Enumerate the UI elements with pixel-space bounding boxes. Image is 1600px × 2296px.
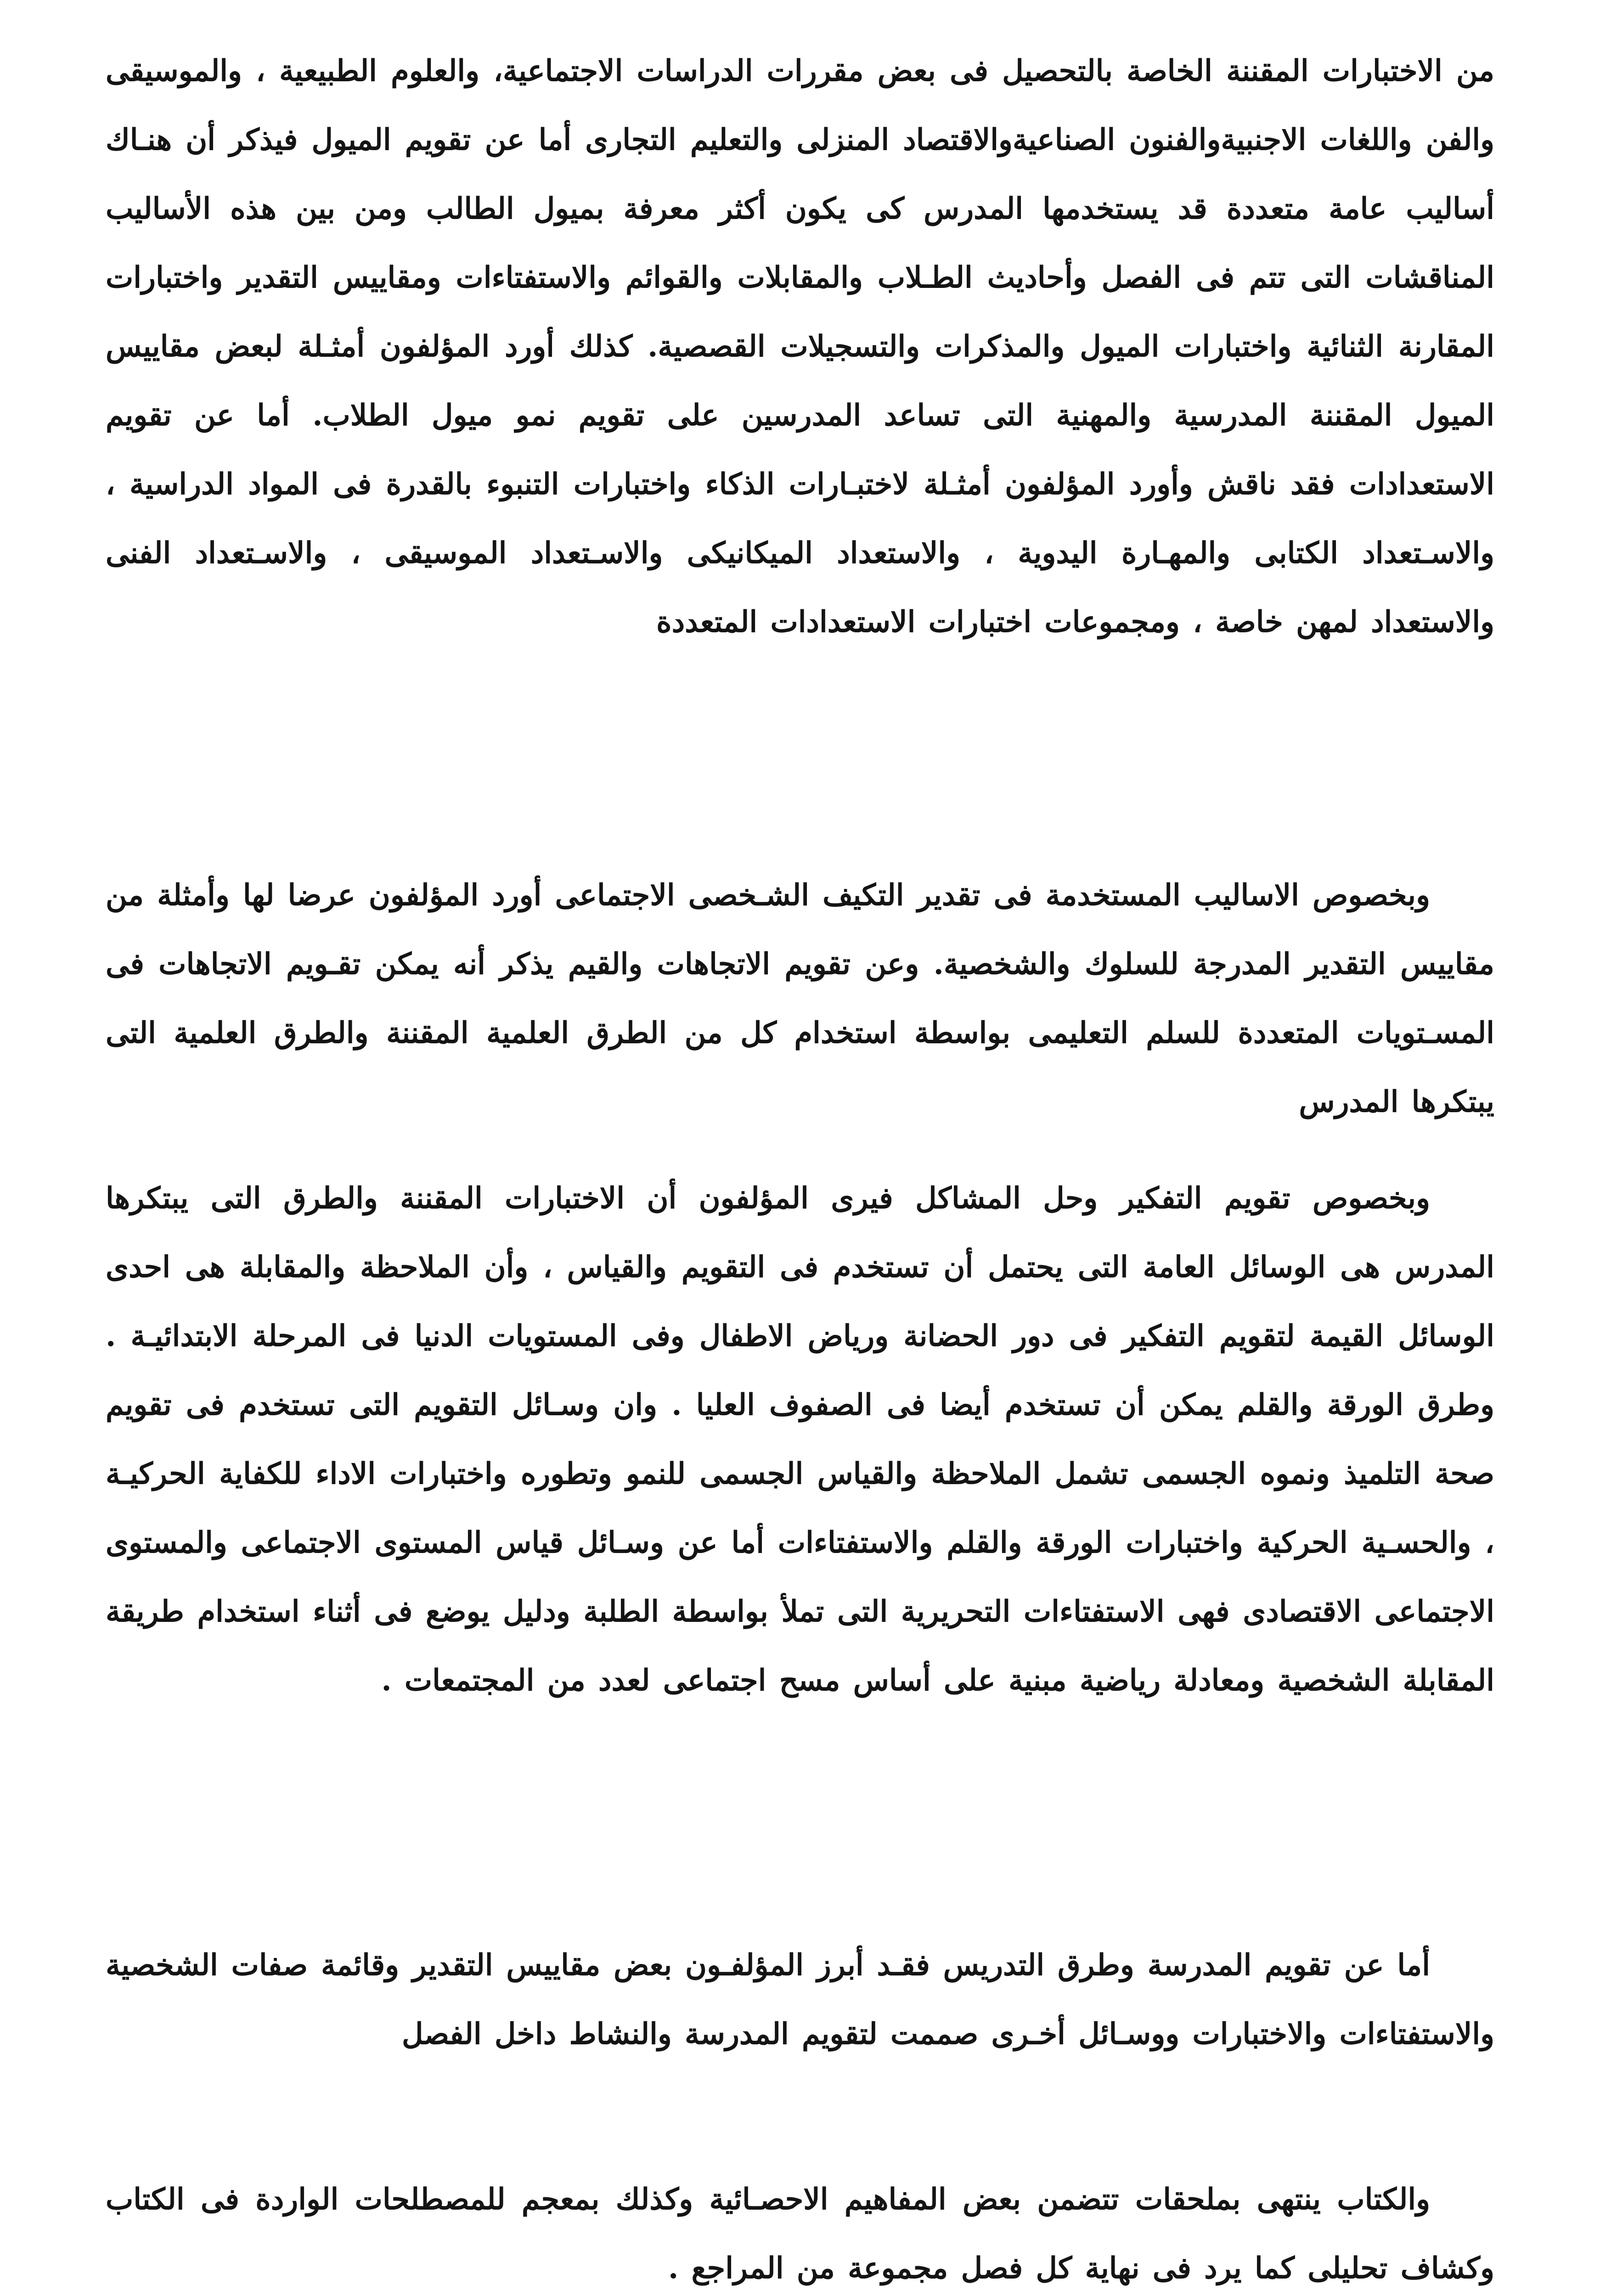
paragraph-personal-social-adjustment: وبخصوص الاساليب المستخدمة فى تقدير التكيف الشـخصى الاجتماعى أورد المؤلفون عرضا لها وأمثلة من مقاييس التقدير المدرجة للسلوك والشخصية. وعن تقويم الاتجاهات والقيم يذكر أنه يمكن تقـويم الاتجاهات فى المسـتويات المتعددة للسلم التعليمى بواسطة استخدام كل من الطرق العلمية المقننة والطرق العلمية التى يبتكرها المدرس [106,878,1495,1119]
paragraph-thinking-problem-solving: وبخصوص تقويم التفكير وحل المشاكل فيرى المؤلفون أن الاختبارات المقننة والطرق التى يبتكرها المدرس هى الوسائل العامة التى يحتمل أن تستخدم فى التقويم والقياس ، وأن الملاحظة والمقابلة هى احدى الوسائل القيمة لتقويم التفكير فى دور الحضانة ورياض الاطفال وفى المستويات الدنيا فى المرحلة الابتدائيـة . وطرق الورقة والقلم يمكن أن تستخدم أيضا فى الصفوف العليا . وان وسـائل التقويم التى تستخدم فى تقويم صحة التلميذ ونموه الجسمى تشمل الملاحظة والقياس الجسمى للنمو وتطوره واختبارات الاداء للكفاية الحركيـة ، والحسـية الحركية واختبارات الورقة والقلم والاستفتاءات أما عن وسـائل قياس المستوى الاجتماعى والمستوى الاجتماعى الاقتصادى فهى الاستفتاءات التحريرية التى تملأ بواسطة الطلبة ودليل يوضع فى أثناء استخدام طريقة المقابلة الشخصية ومعادلة رياضية مبنية على أساس مسح اجتماعى لعدد من المجتمعات . [106,1181,1495,1698]
paragraph-appendices: والكتاب ينتهى بملحقات تتضمن بعض المفاهيم الاحصـائية وكذلك بمعجم للمصطلحات الواردة فى الكتاب وكشاف تحليلى كما يرد فى نهاية كل فصل مجموعة من المراجع . [106,2182,1494,2285]
paragraph-interests-aptitudes: من الاختبارات المقننة الخاصة بالتحصيل فى بعض مقررات الدراسات الاجتماعية، والعلوم الطبيعية ، والموسيقى والفن واللغات الاجنبيةوالفنون الصناعيةوالاقتصاد المنزلى والتعليم التجارى أما عن تقويم الميول فيذكر أن هنـاك أساليب عامة متعددة قد يستخدمها المدرس كى يكون أكثر معرفة بميول الطالب ومن بين هذه الأساليب المناقشات التى تتم فى الفصل وأحاديث الطـلاب والمقابلات والقوائم والاستفتاءات ومقاييس التقدير واختبارات المقارنة الثنائية واختبارات الميول والمذكرات والتسجيلات القصصية. كذلك أورد المؤلفون أمثـلة لبعض مقاييس الميول المقننة المدرسية والمهنية التى تساعد المدرسين على تقويم نمو ميول الطلاب. أما عن تقويم الاستعدادات فقد ناقش وأورد المؤلفون أمثـلة لاختبـارات الذكاء واختبارات التنبوء بالقدرة فى المواد الدراسية ، والاسـتعداد الكتابى والمهـارة اليدوية ، والاستعداد الميكانيكى والاسـتعداد الموسيقى ، والاسـتعداد الفنى والاستعداد لمهن خاصة ، ومجموعات اختبارات الاستعدادات المتعددة [106,54,1495,639]
paragraph-school-teaching-methods: أما عن تقويم المدرسة وطرق التدريس فقـد أبرز المؤلفـون بعض مقاييس التقدير وقائمة صفات الشخصية والاستفتاءات والاختبارات ووسـائل أخـرى صممت لتقويم المدرسة والنشاط داخل الفصل [106,1948,1494,2051]
